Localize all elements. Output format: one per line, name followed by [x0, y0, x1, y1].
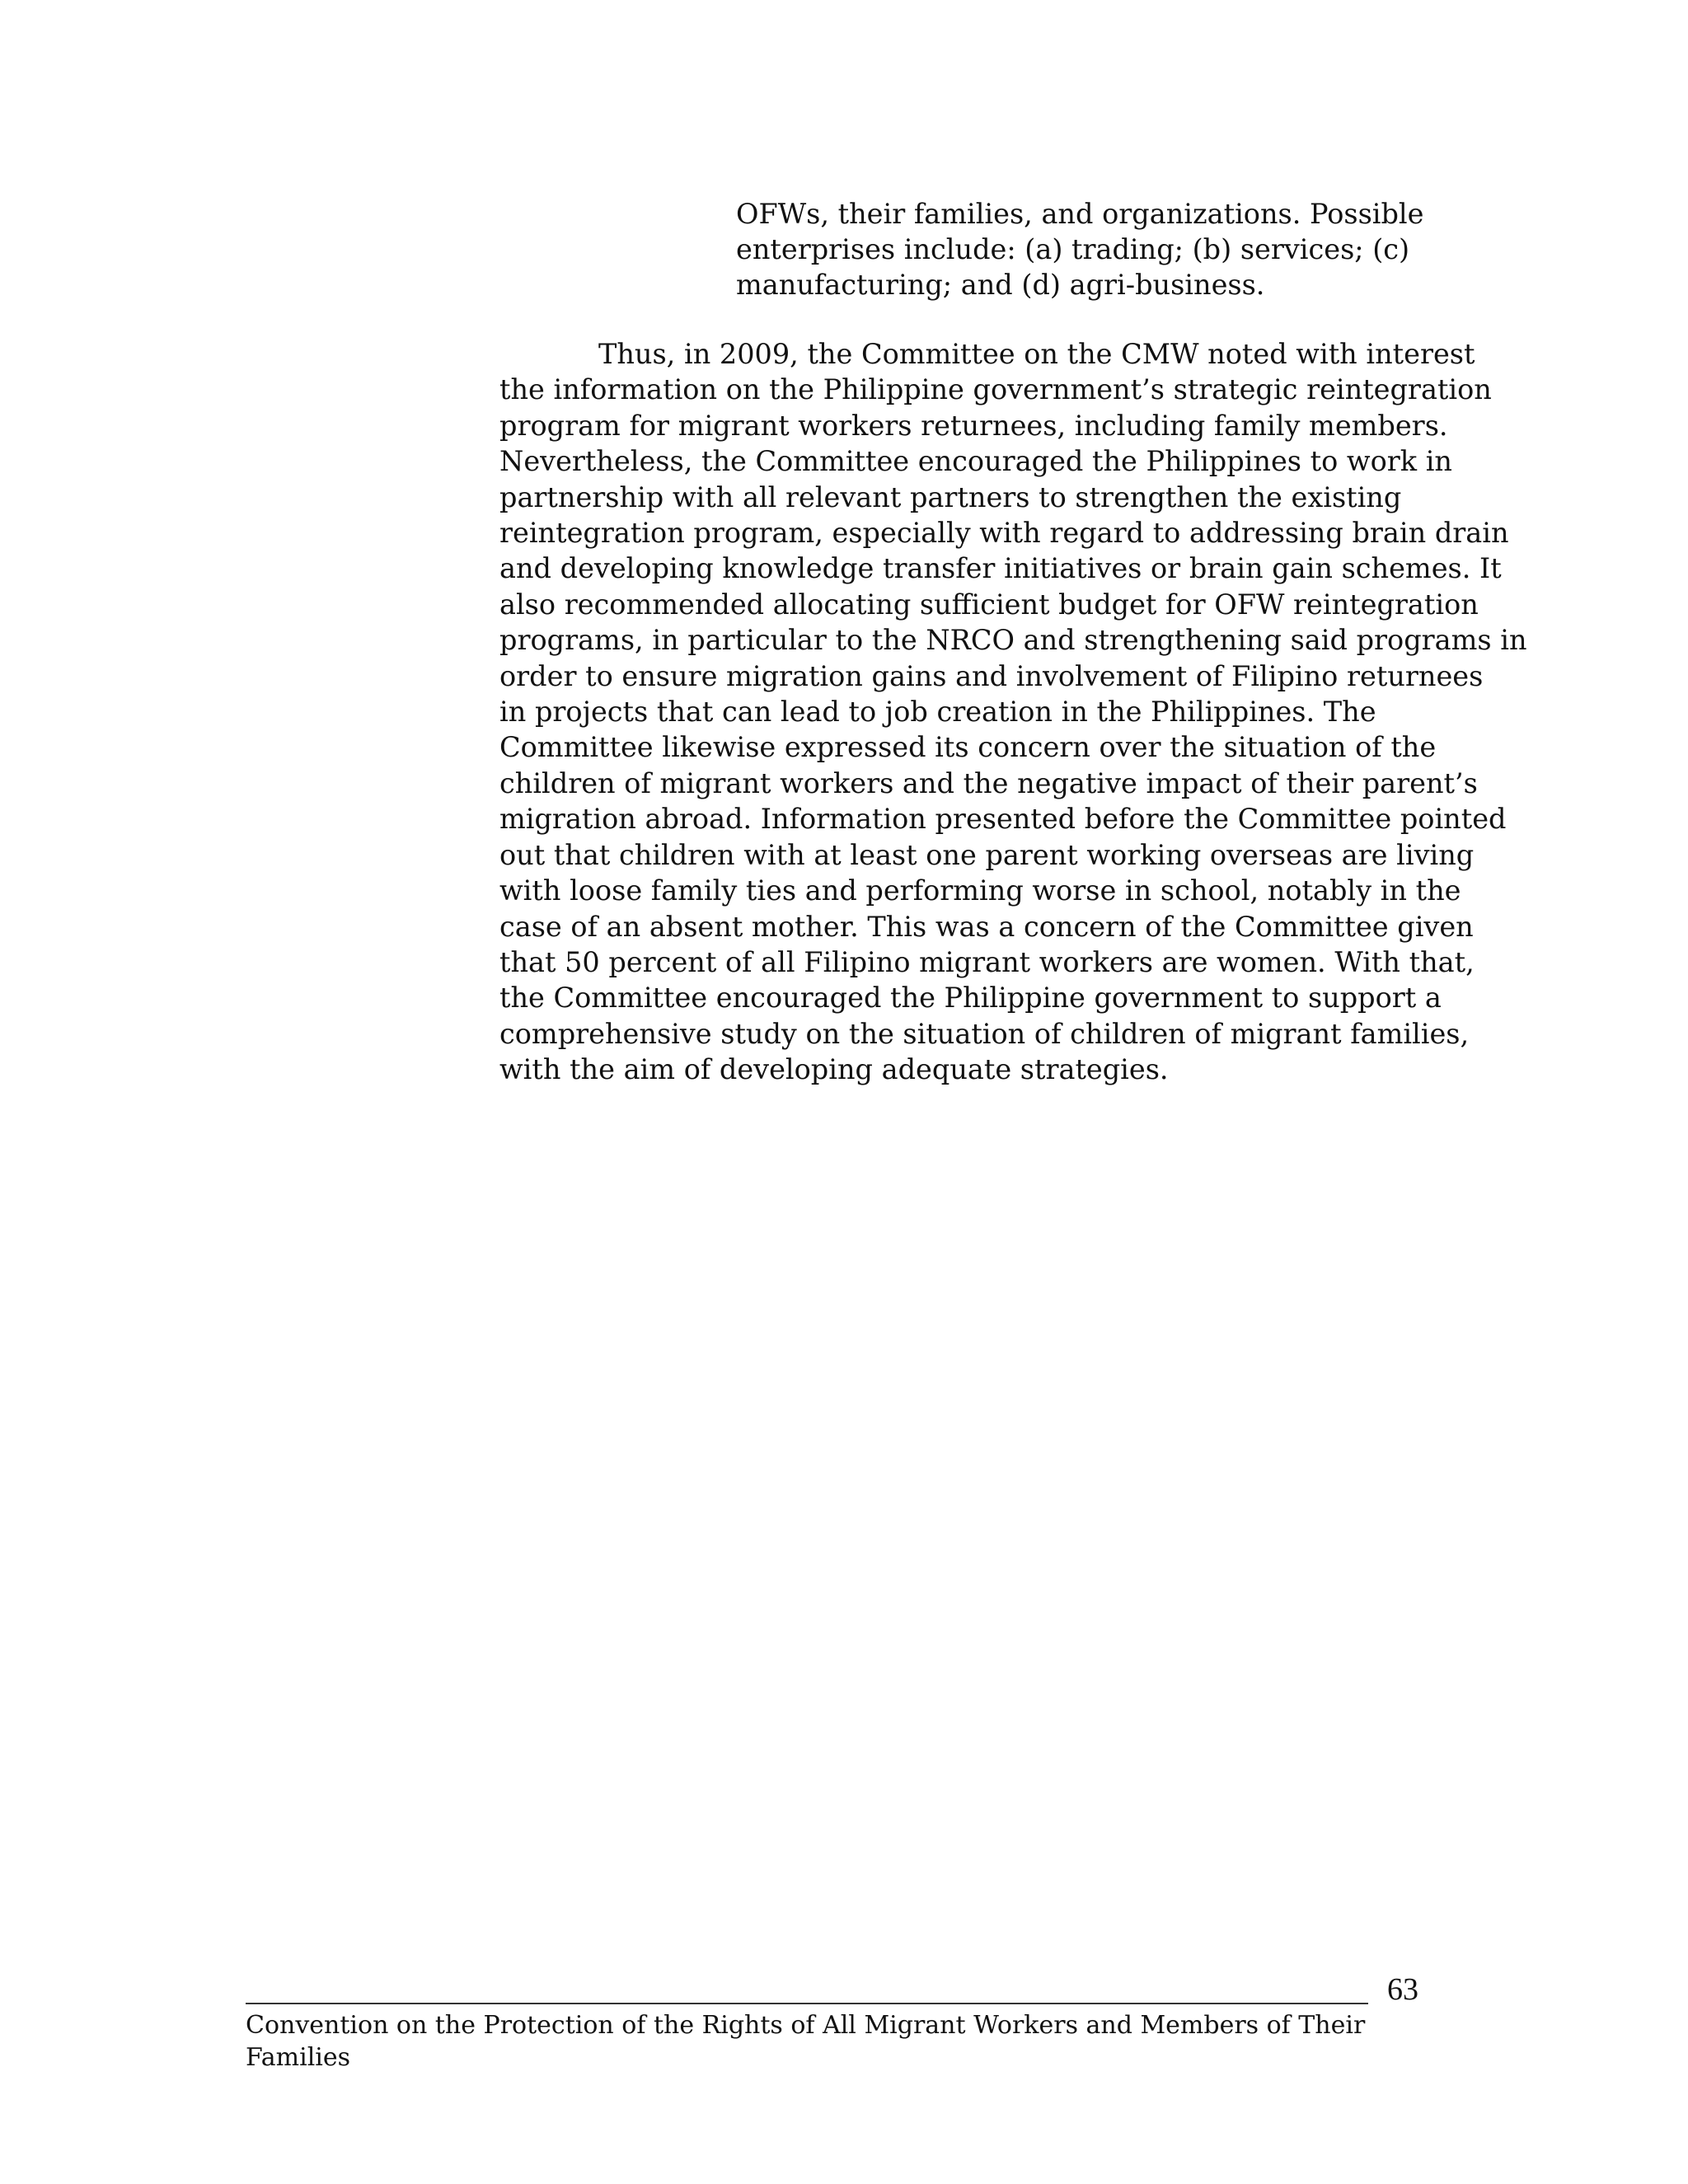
paragraph-line: out that children with at least one parent working overseas are living [499, 838, 1475, 871]
paragraph-line: the information on the Philippine government’s strategic reintegration [499, 373, 1492, 406]
block-quote [736, 196, 1461, 302]
paragraph-line: case of an absent mother. This was a concern of the Committee given [499, 910, 1474, 943]
paragraph-line: programs, in particular to the NRCO and strengthening said programs in [499, 624, 1527, 657]
paragraph-line: Committee likewise expressed its concern over the situation of the [499, 731, 1437, 764]
paragraph-line: with loose family ties and performing worse in school, notably in the [499, 874, 1461, 907]
block-quote-line: OFWs, their families, and organizations. Possible [736, 198, 1424, 230]
body-paragraph [499, 336, 1527, 1088]
paragraph-line: also recommended allocating sufficient budget for OFW reintegration [499, 588, 1479, 621]
block-quote-line: enterprises include: (a) trading; (b) services; (c) [736, 233, 1410, 265]
paragraph-line: children of migrant workers and the negative impact of their parent’s [499, 766, 1478, 799]
paragraph-line: comprehensive study on the situation of children of migrant families, [499, 1017, 1470, 1050]
footer-text [246, 2009, 1400, 2074]
paragraph-line: that 50 percent of all Filipino migrant workers are women. With that, [499, 945, 1475, 978]
paragraph-line: in projects that can lead to job creation in the Philippines. The [499, 696, 1376, 729]
paragraph-line: order to ensure migration gains and involvement of Filipino returnees [499, 659, 1484, 692]
paragraph-line: and developing knowledge transfer initiatives or brain gain schemes. It [499, 552, 1502, 585]
footer-line: Convention on the Protection of the Rights of All Migrant Workers and Members of Their [246, 2011, 1366, 2040]
paragraph-line: reintegration program, especially with regard to addressing brain drain [499, 517, 1509, 550]
footer-divider [246, 2003, 1368, 2004]
paragraph-line: migration abroad. Information presented before the Committee pointed [499, 803, 1507, 836]
paragraph-line: Nevertheless, the Committee encouraged the Philippines to work in [499, 445, 1453, 478]
paragraph-line: with the aim of developing adequate strategies. [499, 1053, 1169, 1086]
paragraph-line: Thus, in 2009, the Committee on the CMW noted with interest [598, 338, 1475, 370]
page-number: 63 [1387, 1972, 1418, 2007]
paragraph-line: program for migrant workers returnees, including family members. [499, 409, 1448, 442]
paragraph-line: partnership with all relevant partners to strengthen the existing [499, 480, 1402, 513]
footer-line: Families [246, 2043, 351, 2072]
paragraph-line: the Committee encouraged the Philippine government to support a [499, 982, 1442, 1015]
block-quote-line: manufacturing; and (d) agri-business. [736, 269, 1265, 301]
